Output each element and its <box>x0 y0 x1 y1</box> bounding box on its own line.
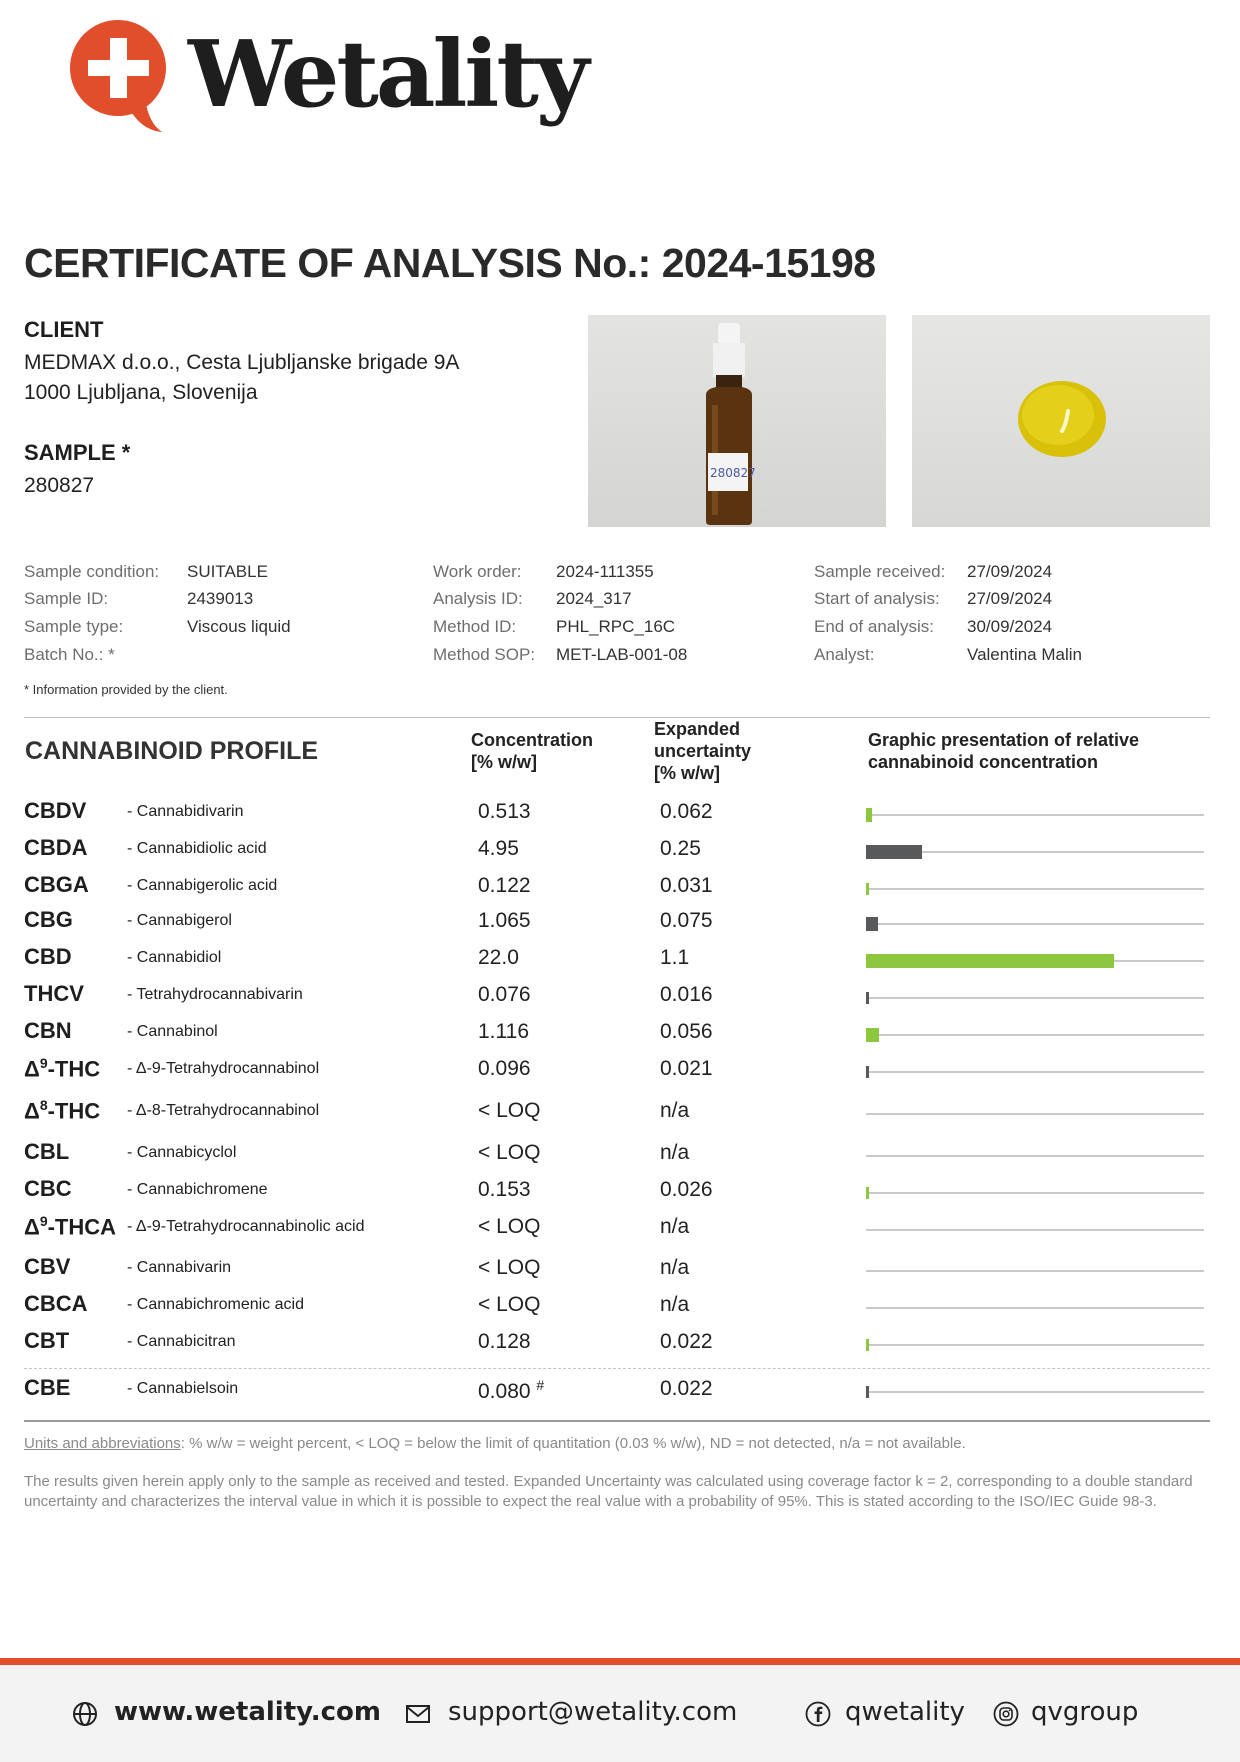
uncertainty-value: n/a <box>660 1256 690 1279</box>
concentration-track <box>866 814 1204 816</box>
cannabinoid-abbr: CBC <box>24 1176 72 1201</box>
uncertainty-value: 0.022 <box>660 1330 713 1353</box>
cannabinoid-name: - Cannabicyclol <box>127 1144 237 1161</box>
cannabinoid-abbr: CBL <box>24 1139 70 1164</box>
uncertainty-value: 0.031 <box>660 874 713 897</box>
meta-value: 27/09/2024 <box>967 589 1053 608</box>
concentration-value: 0.128 <box>478 1330 531 1353</box>
uncertainty-value: 0.075 <box>660 909 713 932</box>
meta-value: Viscous liquid <box>187 617 291 636</box>
meta-label: Sample type: <box>24 617 124 636</box>
concentration-value: 0.513 <box>478 800 531 823</box>
brand-name: Wetality <box>188 20 587 128</box>
units-link[interactable]: Units and abbreviations <box>24 1435 181 1452</box>
meta-label: Sample ID: <box>24 589 109 608</box>
logo-cross-icon <box>70 18 170 134</box>
uncertainty-value: n/a <box>660 1293 690 1316</box>
concentration-value: 0.096 <box>478 1057 531 1080</box>
units-note: Units and abbreviations: % w/w = weight percent, < LOQ = below the limit of quantitation (0.03 % w/w), ND = not detected, n/a = not available. <box>24 1435 966 1452</box>
concentration-value: < LOQ <box>478 1215 541 1238</box>
concentration-bar <box>866 845 922 859</box>
client-note: * Information provided by the client. <box>24 682 228 697</box>
concentration-bar <box>866 1339 869 1351</box>
cannabinoid-abbr: CBCA <box>24 1291 88 1316</box>
meta-value: PHL_RPC_16C <box>556 617 676 636</box>
concentration-value: 0.076 <box>478 983 531 1006</box>
cannabinoid-name: - Δ-9-Tetrahydrocannabinol <box>127 1060 320 1077</box>
meta-label: Method ID: <box>433 617 517 636</box>
uncertainty-value: 0.25 <box>660 837 701 860</box>
concentration-value: < LOQ <box>478 1256 541 1279</box>
cannabinoid-abbr: CBT <box>24 1328 70 1353</box>
uncertainty-value: 0.021 <box>660 1057 713 1080</box>
profile-title: CANNABINOID PROFILE <box>25 737 319 765</box>
sample-value: 280827 <box>24 474 95 497</box>
uncertainty-value: n/a <box>660 1141 690 1164</box>
concentration-value: 1.065 <box>478 909 531 932</box>
divider <box>24 1420 1210 1422</box>
concentration-value: 0.153 <box>478 1178 531 1201</box>
concentration-value: < LOQ <box>478 1141 541 1164</box>
col-graph-header: Graphic presentation of relative cannabinoid concentration <box>868 730 1140 772</box>
facebook-icon <box>805 1701 831 1727</box>
meta-value: 27/09/2024 <box>967 562 1053 581</box>
cannabinoid-name: - Cannabidiol <box>127 949 222 966</box>
cannabinoid-name: - Cannabigerol <box>127 912 232 929</box>
uncertainty-value: 0.026 <box>660 1178 713 1201</box>
cannabinoid-name: - Cannabicitran <box>127 1333 236 1350</box>
cannabinoid-abbr: THCV <box>24 981 84 1006</box>
concentration-bar <box>866 1187 869 1199</box>
concentration-value: 4.95 <box>478 837 519 860</box>
cannabinoid-abbr: CBV <box>24 1254 71 1279</box>
concentration-bar <box>866 883 869 895</box>
meta-label: Work order: <box>433 562 522 581</box>
meta-value: Valentina Malin <box>967 645 1082 664</box>
meta-value: 2024_317 <box>556 589 632 608</box>
concentration-track <box>866 1229 1204 1231</box>
cannabinoid-abbr: CBG <box>24 907 73 932</box>
meta-label: Batch No.: * <box>24 645 115 664</box>
concentration-track <box>866 997 1204 999</box>
concentration-bar <box>866 917 878 931</box>
concentration-track <box>866 1307 1204 1309</box>
col-uncertainty-header: Expanded uncertainty [% w/w] <box>654 719 752 783</box>
concentration-value: 22.0 <box>478 946 519 969</box>
concentration-track <box>866 923 1204 925</box>
concentration-value: 1.116 <box>478 1020 529 1043</box>
concentration-value: 0.080 # <box>478 1377 545 1403</box>
cannabinoid-name: - Cannabinol <box>127 1023 218 1040</box>
dashed-divider <box>24 1368 1210 1369</box>
concentration-value: < LOQ <box>478 1099 541 1122</box>
bottle-label-text: 280827 <box>710 466 756 480</box>
disclaimer: The results given herein apply only to the sample as received and tested. Expanded Uncertainty was calculated using coverage factor k = 2, corresponding to a double standard uncertainty and characterizes the interval value in which it is possible to expect the real value with a probability of 95%. This is stated according to the ISO/IEC Guide 98-3. <box>24 1473 1193 1510</box>
concentration-bar <box>866 992 869 1004</box>
concentration-track <box>866 1071 1204 1073</box>
cannabinoid-abbr: CBN <box>24 1018 72 1043</box>
meta-label: Sample received: <box>814 562 946 581</box>
uncertainty-value: 0.022 <box>660 1377 713 1400</box>
logo <box>70 18 587 138</box>
meta-label: Analyst: <box>814 645 875 664</box>
concentration-bar <box>866 1066 869 1078</box>
cannabinoid-abbr: CBDV <box>24 798 87 823</box>
meta-label: Start of analysis: <box>814 589 940 608</box>
col-concentration-header: Concentration [% w/w] <box>471 730 594 772</box>
sample-label: SAMPLE * <box>24 440 131 465</box>
uncertainty-value: 0.056 <box>660 1020 713 1043</box>
uncertainty-value: 0.062 <box>660 800 713 823</box>
cannabinoid-abbr: CBDA <box>24 835 88 860</box>
meta-value: 30/09/2024 <box>967 617 1053 636</box>
concentration-track <box>866 1270 1204 1272</box>
cannabinoid-name: - Δ-9-Tetrahydrocannabinolic acid <box>127 1218 365 1235</box>
cannabinoid-name: - Cannabielsoin <box>127 1380 239 1397</box>
cannabinoid-abbr: $\Delta^9$-THC <box>24 1055 101 1082</box>
facebook-link[interactable]: qwetality <box>845 1697 965 1727</box>
meta-label: Analysis ID: <box>433 589 523 608</box>
uncertainty-value: n/a <box>660 1099 690 1122</box>
instagram-icon <box>993 1701 1019 1727</box>
client-line1: MEDMAX d.o.o., Cesta Ljubljanske brigade 9A <box>24 351 460 374</box>
concentration-value: 0.122 <box>478 874 531 897</box>
uncertainty-value: 0.016 <box>660 983 713 1006</box>
sample-drop-photo <box>912 315 1210 527</box>
cannabinoid-abbr: CBE <box>24 1375 71 1400</box>
cannabinoid-name: - Δ-8-Tetrahydrocannabinol <box>127 1102 320 1119</box>
email-link[interactable]: support@wetality.com <box>448 1697 738 1727</box>
concentration-bar <box>866 1386 869 1398</box>
cannabinoid-abbr: CBD <box>24 944 72 969</box>
cannabinoid-name: - Cannabichromene <box>127 1181 268 1198</box>
concentration-bar <box>866 1028 879 1042</box>
certificate-title: CERTIFICATE OF ANALYSIS No.: 2024-15198 <box>24 240 876 286</box>
sample-bottle-photo <box>588 315 886 527</box>
divider <box>24 717 1210 718</box>
cannabinoid-name: - Cannabigerolic acid <box>127 877 278 894</box>
instagram-link[interactable]: qvgroup <box>1031 1697 1139 1727</box>
client-label: CLIENT <box>24 317 104 342</box>
uncertainty-value: 1.1 <box>660 946 690 969</box>
footnote-mark: # <box>536 1377 545 1393</box>
meta-value: MET-LAB-001-08 <box>556 645 688 664</box>
cannabinoid-name: - Cannabivarin <box>127 1259 232 1276</box>
cannabinoid-name: - Cannabichromenic acid <box>127 1296 304 1313</box>
meta-value: 2024-111355 <box>556 562 654 581</box>
cannabinoid-abbr: CBGA <box>24 872 89 897</box>
website-link[interactable]: www.wetality.com <box>114 1697 381 1727</box>
concentration-track <box>866 1344 1204 1346</box>
meta-value: 2439013 <box>187 589 254 608</box>
concentration-value: < LOQ <box>478 1293 541 1316</box>
concentration-track <box>866 1192 1204 1194</box>
uncertainty-value: n/a <box>660 1215 690 1238</box>
meta-label: Sample condition: <box>24 562 160 581</box>
client-line2: 1000 Ljubljana, Slovenija <box>24 381 258 404</box>
concentration-track <box>866 1113 1204 1115</box>
meta-label: Method SOP: <box>433 645 536 664</box>
footer <box>0 1665 1240 1762</box>
meta-value: SUITABLE <box>187 562 268 581</box>
globe-icon <box>72 1701 98 1727</box>
cannabinoid-abbr: $\Delta^9$-THCA <box>24 1213 117 1240</box>
concentration-track <box>866 1034 1204 1036</box>
footer-accent-line <box>0 1658 1240 1665</box>
concentration-bar <box>866 954 1114 968</box>
cannabinoid-name: - Cannabidiolic acid <box>127 840 267 857</box>
cannabinoid-abbr: $\Delta^8$-THC <box>24 1097 101 1124</box>
concentration-track <box>866 1391 1204 1393</box>
meta-label: End of analysis: <box>814 617 935 636</box>
concentration-track <box>866 1155 1204 1157</box>
concentration-bar <box>866 808 872 822</box>
mail-icon <box>405 1701 431 1727</box>
cannabinoid-name: - Cannabidivarin <box>127 803 244 820</box>
cannabinoid-name: - Tetrahydrocannabivarin <box>127 986 303 1003</box>
concentration-track <box>866 888 1204 890</box>
